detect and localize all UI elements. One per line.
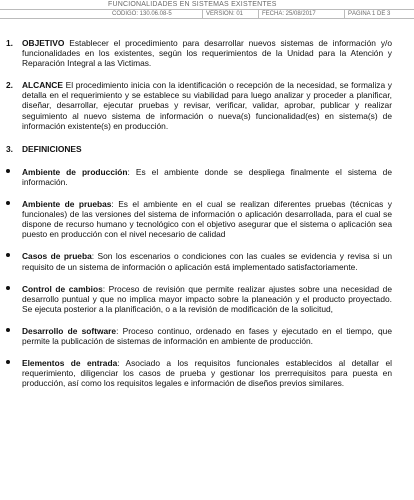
section-number: 3. xyxy=(6,143,13,154)
definition-text: : Es el ambiente en el cual se realizan diferentes pruebas (técnicas y funcionales) de las versiones del sistema de información o aplicación desarrollada, para el cual se dispone de recurso humano y tecnológico con el objetivo asegurar que el sistema o aplicación sea puesto en producción con el nivel necesario de calidad xyxy=(22,199,392,240)
definition-text: : Son los escenarios o condiciones con las cuales se evidencia y revisa si un requisito de un sistema de información o aplicación está implementado satisfactoriamente. xyxy=(22,251,392,272)
definition-text: : Asociado a los requisitos funcionales establecidos al detallar el requerimiento, diligenciar los casos de prueba y gestionar los prerrequisitos para puesta en producción, así como los requisitos legales e información de diseños previos similares. xyxy=(22,358,392,389)
document-body xyxy=(0,38,414,388)
definition-item xyxy=(0,199,414,239)
definition-item xyxy=(0,284,414,314)
bullet-icon xyxy=(6,253,10,257)
definition-item xyxy=(0,326,414,346)
section-number: 1. xyxy=(6,38,13,48)
definition-text: : Es el ambiente donde se despliega finalmente el sistema de información. xyxy=(22,166,392,187)
section-title: ALCANCE xyxy=(22,80,63,91)
definition-text: : Proceso de revisión que permite realizar ajustes sobre una necesidad de desarrollo puntual y que no implica mayor impacto sobre la planeación y el producto proyectado. Se ejecuta posterior a la planificación, o a la revisión de modificación de la solicitud, xyxy=(22,283,392,314)
definition-item xyxy=(0,167,414,187)
definition-term: Casos de prueba xyxy=(22,251,92,262)
definition-term: Ambiente de pruebas xyxy=(22,199,112,210)
definition-term: Control de cambios xyxy=(22,283,103,294)
section-text: Establecer el procedimiento para desarrollar nuevos sistemas de información y/o funcionalidades en los existentes, según los requerimientos de la Unidad para la Atención y Reparación Integral a las Victimas. xyxy=(22,38,392,69)
definition-term: Ambiente de producción xyxy=(22,166,128,177)
section-number: 2. xyxy=(6,80,13,91)
header-code: CÓDIGO: 130.06.08-5 xyxy=(112,11,172,17)
header-title: FUNCIONALIDADES EN SISTEMAS EXISTENTES xyxy=(0,0,414,10)
header-page: PÁGINA 1 DE 3 xyxy=(344,10,414,18)
bullet-icon xyxy=(6,286,10,290)
bullet-icon xyxy=(6,169,10,173)
bullet-icon xyxy=(6,328,10,332)
bullet-icon xyxy=(6,360,10,364)
section-alcance xyxy=(0,80,414,130)
definition-text: : Proceso continuo, ordenado en fases y ejecutado en el tiempo, que permite la publicación de sistemas de información en ambiente de producción. xyxy=(22,325,392,346)
section-objetivo xyxy=(0,38,414,68)
definition-item xyxy=(0,358,414,388)
definition-term: Desarrollo de software xyxy=(22,325,117,336)
bullet-icon xyxy=(6,201,10,205)
section-title: DEFINICIONES xyxy=(22,143,82,154)
section-definiciones xyxy=(0,144,414,154)
definition-term: Elementos de entrada xyxy=(22,358,118,369)
header-meta-row xyxy=(0,10,414,19)
section-title: OBJETIVO xyxy=(22,38,65,48)
document-header xyxy=(0,0,414,19)
header-date: FECHA: 25/08/2017 xyxy=(258,10,344,18)
definition-item xyxy=(0,251,414,271)
header-version: VERSIÓN: 01 xyxy=(202,10,258,18)
section-text: El procedimiento inicia con la identificación o recepción de la necesidad, se formaliza y detalla en el requerimiento y se establece su viabilidad para luego analizar y proceder a planificar, diseñar, desarrollar, ejecutar pruebas y revisar, verificar, validar, aprobar, publicar y realizar seguimiento al nuevo sistema de información o nueva(s) funcionalidad(es) en sistema(s) de información existente(s) en producción. xyxy=(22,80,392,131)
